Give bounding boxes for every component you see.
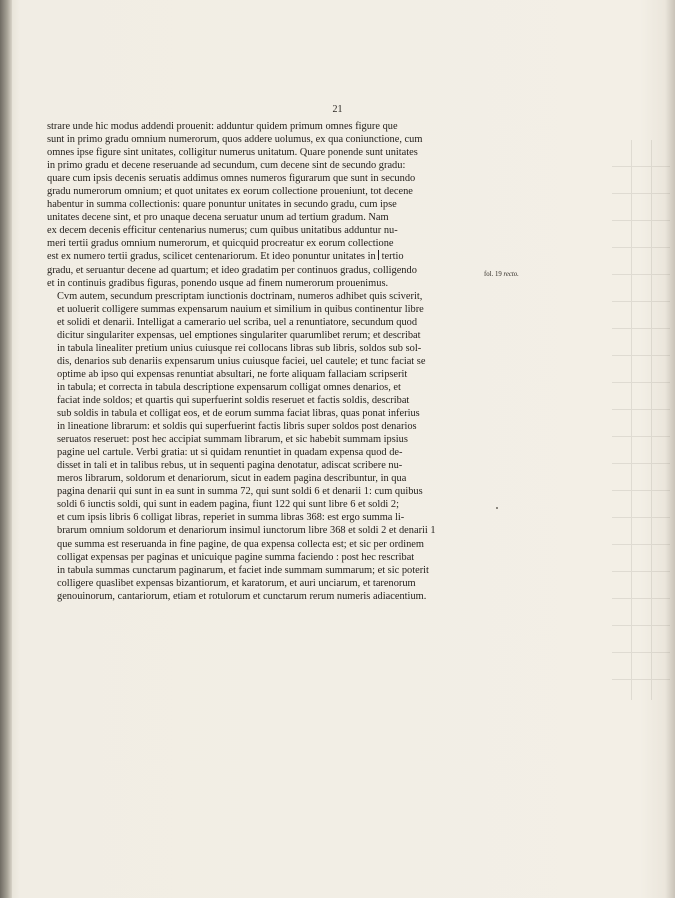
page-number: 21	[332, 104, 343, 115]
text-line	[47, 250, 475, 263]
text-line: in tabula summas cunctarum paginarum, et faciet inde summam summarum; et sic poterit	[57, 564, 429, 576]
text-line: brarum omnium soldorum et denariorum insimul iunctorum libre 368 et soldi 2 et denarii 1	[57, 525, 436, 537]
body-text	[47, 120, 475, 603]
text-line: que summa est reseruanda in fine pagine, de qua expensa collecta est; et sic per ordinem	[57, 538, 424, 550]
text-line: strare unde hic modus addendi prouenit: adduntur quidem primum omnes figure que	[47, 121, 398, 132]
folio-break-marker	[378, 250, 379, 260]
text-line: unitates decene sint, et pro unaque decena seruatur unum ad tertium gradum. Nam	[47, 212, 389, 224]
text-line: sunt in primo gradu omnium numerorum, quos addere uolumus, ex qua coniunctione, cum	[47, 134, 423, 146]
text-line: soldi 6 iunctis soldi, qui sunt in eadem pagina, fiunt 122 qui sunt libre 6 et soldi 2;	[57, 499, 399, 511]
margin-note-folio-side: recto.	[503, 271, 519, 278]
text-line: quare cum ipsis decenis seruatis addimus omnes numeros figurarum que sunt in secundo	[47, 173, 416, 185]
text-line: et solidi et denarii. Intelligat a camerario uel scriba, uel a renuntiatore, secundum quod	[57, 316, 418, 328]
margin-note-folio	[484, 271, 519, 278]
text-line: habentur in summa collectionis: quare ponuntur unitates in secundo gradu, cum ipse	[47, 199, 397, 211]
text-line: et in continuis gradibus figuras, ponendo usque ad finem numerorum prouenimus.	[47, 277, 389, 289]
text-line: pagine uel cartule. Verbi gratia: ut si quidam renuntiet in quadam expensa quod de-	[57, 447, 403, 459]
text-line: in tabula linealiter pretium unius cuiusque rei collocans libras sub libris, soldos sub sol-	[57, 342, 422, 354]
text-line: pagina denarii qui sunt in ea sunt in summa 72, qui sunt soldi 6 et denarii 1: cum quibus	[57, 486, 423, 498]
show-through-table	[612, 140, 670, 700]
text-line: ex decem decenis efficitur centenarius numerus; cum quibus unitatibus adduntur nu-	[47, 225, 398, 237]
text-line: sub soldis in tabula et colligat eos, et de eorum summa faciat libras, quas ponat inferius	[57, 408, 420, 420]
text-line: genouinorum, cantariorum, etiam et rotulorum et cunctarum rerum numeris adiacentium.	[57, 590, 427, 602]
paragraph-2	[47, 290, 475, 603]
text-line: dicitur singulariter expensas, uel emptiones singulariter quarumlibet rerum; et describat	[57, 329, 421, 341]
margin-note-folio-number: fol. 19	[484, 271, 502, 278]
text-line: disset in tali et in talibus rebus, ut in sequenti pagina denotatur, adiscat scribere nu-	[57, 460, 403, 472]
text-line: dis, denarios sub denariis expensarum unius cuiusque faciei, uel cautele; et tunc faciat se	[57, 355, 426, 367]
text-segment: tertio	[381, 251, 404, 263]
paper-speck	[496, 507, 498, 509]
text-line: in tabula; et correcta in tabula descriptione expensarum colligat omnes denarios, et	[57, 381, 401, 393]
text-line: gradu numerorum omnium; et quot unitates ex eorum collectione proueniunt, tot decene	[47, 186, 413, 198]
text-line: seruatos reseruet: post hec accipiat summam librarum, et sic habebit summam ipsius	[57, 434, 408, 446]
text-line: Cvm autem, secundum prescriptam iunctionis doctrinam, numeros adhibet quis sciverit,	[57, 290, 423, 302]
text-line: optime ab ipso qui expensas renuntiat absultari, ne forte aliquam fallaciam scripserit	[57, 368, 408, 380]
text-line: colligere quaslibet expensas bizantiorum, et karatorum, et auri unciarum, et tarenorum	[57, 577, 416, 589]
text-line: meros librarum, soldorum et denariorum, sicut in eadem pagina describuntur, in qua	[57, 473, 407, 485]
book-gutter-shadow	[0, 0, 12, 898]
text-line: et cum ipsis libris 6 colligat libras, reperiet in summa libras 368: est ergo summa li-	[57, 512, 405, 524]
text-line: in lineatione librarum: et soldis qui superfuerint factis libris super soldos post denarios	[57, 421, 417, 433]
text-line: faciat inde soldos; et quartis qui superfuerint soldis reseruet et factis soldis, describat	[57, 394, 410, 406]
text-line: gradu, et seruantur decene ad quartum; et ideo gradatim per continuos gradus, colligendo	[47, 264, 417, 276]
paragraph-1	[47, 120, 475, 290]
text-line: meri tertii gradus omnium numerorum, et quicquid procreatur ex eorum collectione	[47, 238, 394, 250]
text-line: colligat expensas per paginas et unicuique pagine summa faciendo : post hec rescribat	[57, 551, 415, 563]
text-segment: est ex numero tertii gradus, scilicet centenariorum. Et ideo ponuntur unitates in	[47, 251, 376, 263]
text-line: et uoluerit colligere summas expensarum nauium et similium in quibus continentur libre	[57, 303, 424, 315]
text-line: in primo gradu et decene reseruande ad secundum, cum decene sint de secundo gradu:	[47, 160, 406, 172]
text-line: omnes ipse figure sint unitates, colligitur numerus unitatum. Quare ponende sunt unitates	[47, 147, 418, 159]
